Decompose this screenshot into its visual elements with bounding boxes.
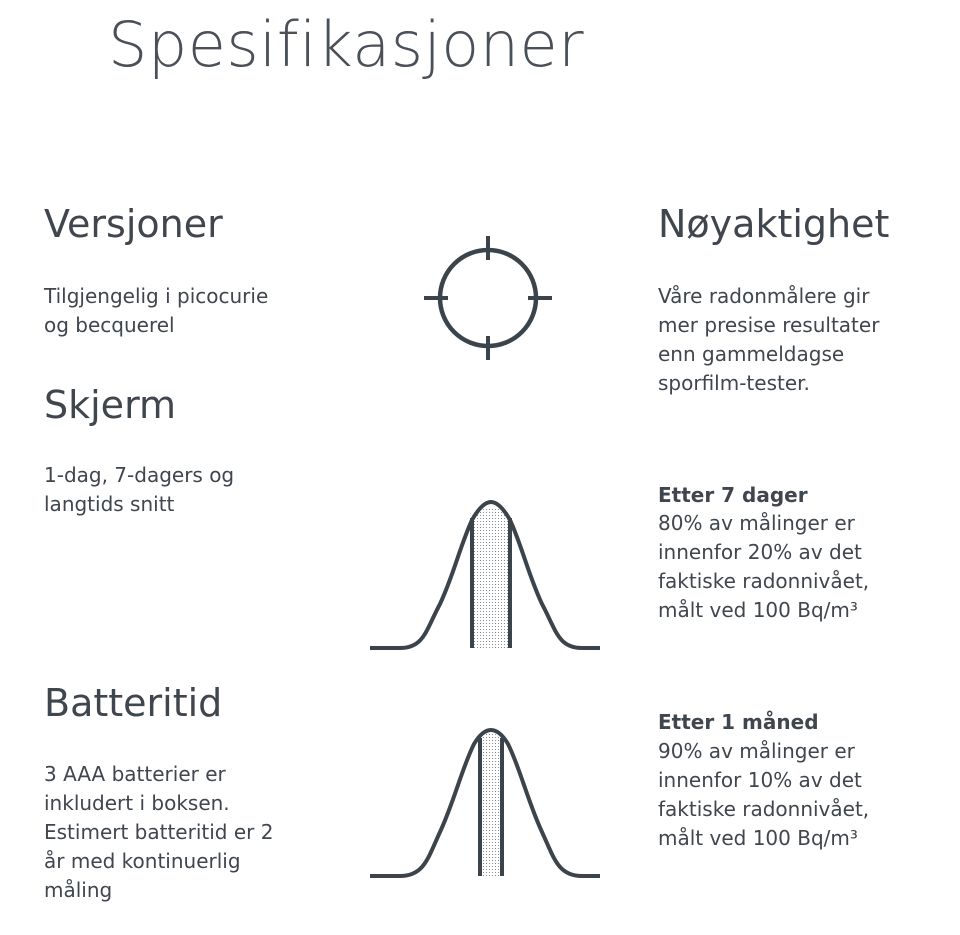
accuracy-text: Våre radonmålere gir mer presise resultater enn gammeldagse sporfilm-tester. [658,284,880,395]
battery-heading: Batteritid [44,681,223,725]
page-title: Spesifikasjoner [108,8,585,81]
week-text: 80% av målinger er innenfor 20% av det faktiske radonnivået, målt ved 100 Bq/m³ [658,511,870,622]
crosshair-icon [420,230,556,366]
battery-text: 3 AAA batterier er inkludert i boksen. Estimert batteritid er 2 år med kontinuerlig måling [44,762,274,902]
bell-curve-7-days-icon [368,496,602,656]
versions-text: Tilgjengelig i picocurie og becquerel [44,284,269,337]
month-label: Etter 1 måned [658,710,819,734]
display-text: 1-dag, 7-dagers og langtids snitt [44,463,235,516]
week-label: Etter 7 dager [658,483,808,507]
accuracy-heading: Nøyaktighet [658,202,890,246]
bell-curve-1-month-icon [368,724,602,884]
display-heading: Skjerm [44,383,177,427]
versions-heading: Versjoner [44,202,223,246]
month-text: 90% av målinger er innenfor 10% av det faktiske radonnivået, målt ved 100 Bq/m³ [658,739,870,850]
